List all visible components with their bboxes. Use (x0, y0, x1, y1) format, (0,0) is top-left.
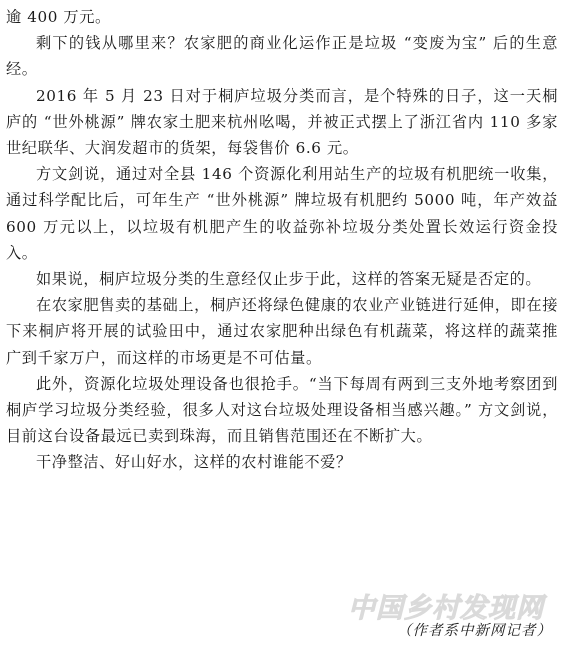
article-paragraph-3: 2016 年 5 月 23 日对于桐庐垃圾分类而言，是个特殊的日子，这一天桐庐的 “世外桃源” 牌农家土肥来杭州吆喝，并被正式摆上了浙江省内 110 多家世纪联华、大润发超市的货架，每袋售价 6.6 元。 (6, 86, 558, 158)
article-body (6, 4, 558, 476)
article-paragraph-5: 如果说，桐庐垃圾分类的生意经仅止步于此，这样的答案无疑是否定的。 (36, 270, 542, 289)
author-byline: （作者系中新网记者） (397, 623, 552, 639)
article-paragraph-4: 方文剑说，通过对全县 146 个资源化利用站生产的垃圾有机肥统一收集，通过科学配比后，可年生产 “世外桃源” 牌垃圾有机肥约 5000 吨，年产效益 600 万元以上，以垃圾有机肥产生的收益弥补垃圾分类处置长效运行资金投入。 (6, 165, 558, 262)
article-paragraph-6: 在农家肥售卖的基础上，桐庐还将绿色健康的农业产业链进行延伸，即在接下来桐庐将开展的试验田中，通过农家肥种出绿色有机蔬菜，将这样的蔬菜推广到千家万户，而这样的市场更是不可估量。 (6, 296, 558, 367)
article-paragraph-1: 逾 400 万元。 (6, 8, 111, 26)
article-paragraph-8: 干净整洁、好山好水，这样的农村谁能不爱？ (36, 453, 352, 472)
site-watermark: 中国乡村发现网 (348, 593, 544, 624)
article-paragraph-7: 此外，资源化垃圾处理设备也很抢手。“当下每周有两到三支外地考察团到桐庐学习垃圾分类经验，很多人对这台垃圾处理设备相当感兴趣。” 方文剑说，目前这台设备最远已卖到珠海，而且销售范围还在不断扩大。 (6, 374, 558, 446)
article-paragraph-2: 剩下的钱从哪里来？农家肥的商业化运作正是垃圾 “变废为宝” 后的生意经。 (6, 34, 558, 79)
